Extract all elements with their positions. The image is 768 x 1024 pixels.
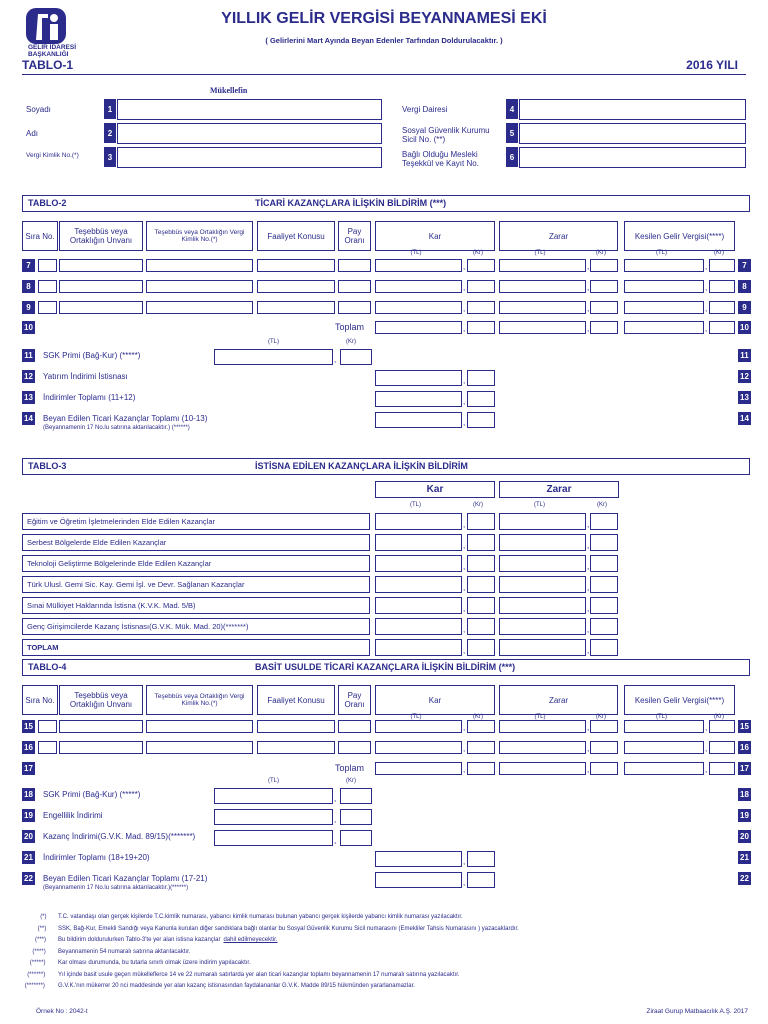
table4-total-zarar-kr-input[interactable] xyxy=(590,762,618,775)
table3-row-zarar-tl-input[interactable] xyxy=(499,618,586,635)
table1-label: TABLO-1 xyxy=(22,58,74,72)
table4-total-kesilen-tl-input[interactable] xyxy=(624,762,704,775)
table2-item-kar-comma: , xyxy=(463,376,466,385)
tax-office-input[interactable] xyxy=(519,99,746,120)
table4-sgk-kr-unit: (Kr) xyxy=(346,778,356,784)
table4-row-kar-tl-input[interactable] xyxy=(375,720,462,733)
table2-row-sira-input[interactable] xyxy=(38,280,57,293)
table2-title: TİCARİ KAZANÇLARA İLİŞKİN BİLDİRİM (***) xyxy=(255,198,447,208)
logo-line-1: GELİR İDARESİ xyxy=(28,44,77,51)
table3-row-zarar-comma: , xyxy=(587,541,590,550)
table2-item-num-right: 13 xyxy=(738,391,751,404)
table4-row-kar-kr-input[interactable] xyxy=(467,741,495,754)
table2-row-tesebbus-input[interactable] xyxy=(59,259,143,272)
table2-row-kar-comma: , xyxy=(463,262,466,271)
field-num-2: 2 xyxy=(104,123,116,143)
table4-item-num-right: 21 xyxy=(738,851,751,864)
table2-item-note: (Beyannamenin 17 No.lu satırına aktarılacaktır.) (******) xyxy=(43,425,190,431)
table2-row-tesebbus-input[interactable] xyxy=(59,301,143,314)
table3-total-zarar-tl-input[interactable] xyxy=(499,639,586,656)
table2-row-faaliyet-input[interactable] xyxy=(257,301,335,314)
table2-item-num-left: 14 xyxy=(22,412,35,425)
table2-sgk-kr-unit: (Kr) xyxy=(346,339,356,345)
field-num-1: 1 xyxy=(104,99,116,119)
table4-total-label: Toplam xyxy=(335,763,365,773)
table4-item-num-left: 22 xyxy=(22,872,35,885)
table2-total-zarar-comma: , xyxy=(587,324,590,333)
table3-title: İSTİSNA EDİLEN KAZANÇLARA İLİŞKİN BİLDİRİM xyxy=(255,461,468,471)
table2-row-kesilen-comma: , xyxy=(705,304,708,313)
table4-kr-unit: (Kr) xyxy=(714,714,724,720)
footnote-text: Yıl içinde basit usule geçen mükelleflerce 14 ve 22 numaralı satırlarda yer alan ticari kazançlar toplamı beyannamenin 17 numaralı satırına yazılacaktır. xyxy=(58,971,460,978)
page-subtitle: ( Gelirlerini Mart Ayında Beyan Edenler Tarfından Doldurulacaktır. ) xyxy=(265,36,503,45)
footnote-text: Bu bildirim doldurulurken Tablo-3'te yer alan istisna kazançlar dahil edilmeyecektir. xyxy=(58,937,278,943)
table3-row-kar-tl-input[interactable] xyxy=(375,597,462,614)
table4-total-kesilen-kr-input[interactable] xyxy=(709,762,735,775)
table4-col-tesebbus: Teşebbüs veya Ortaklığın Unvanı xyxy=(59,685,143,715)
table4-item-sgk-comma: , xyxy=(334,794,337,803)
table2-item-label: İndirimler Toplamı (11+12) xyxy=(43,393,136,402)
table3-row-kar-kr-input[interactable] xyxy=(467,513,495,530)
ssk-label: Sosyal Güvenlik Kurumu Sicil No. (**) xyxy=(402,126,490,144)
table2-row-num-left: 9 xyxy=(22,301,35,314)
table2-item-kar-kr-input[interactable] xyxy=(467,370,495,386)
table2-item-kar-tl-input[interactable] xyxy=(375,412,462,428)
table2-col-kar: Kar xyxy=(375,221,495,251)
table3-total-kar-tl-input[interactable] xyxy=(375,639,462,656)
table4-col-zarar: Zarar xyxy=(499,685,618,715)
table3-row-kar-tl-input[interactable] xyxy=(375,534,462,551)
table3-row-kar-comma: , xyxy=(463,520,466,529)
table4-sgk-tl-unit: (TL) xyxy=(268,778,279,784)
table2-item-num-right: 11 xyxy=(738,349,751,362)
table2-row-num-left: 8 xyxy=(22,280,35,293)
table2-total-zarar-kr-input[interactable] xyxy=(590,321,618,334)
table4-tl-unit: (TL) xyxy=(656,714,667,720)
table4-item-num-right: 19 xyxy=(738,809,751,822)
table2-total-num-right: 10 xyxy=(738,321,751,334)
table2-row-num-right: 9 xyxy=(738,301,751,314)
table2-row-kesilen-comma: , xyxy=(705,283,708,292)
table4-col-faaliyet: Faaliyet Konusu xyxy=(257,685,335,715)
table2-kr-unit: (Kr) xyxy=(473,250,483,256)
taxpayer-heading: Mükellefin xyxy=(210,86,248,95)
table2-tl-unit: (TL) xyxy=(410,250,422,256)
table3-row-label: Sınai Mülkiyet Haklarında İstisna (K.V.K. Mad. 5/B) xyxy=(27,601,196,610)
table4-item-sgk-tl-input[interactable] xyxy=(214,788,333,804)
table4-item-kar-tl-input[interactable] xyxy=(375,851,462,867)
table4-item-sgk-kr-input[interactable] xyxy=(340,830,372,846)
table2-total-kar-kr-input[interactable] xyxy=(467,321,495,334)
table3-row-label: Eğitim ve Öğretim İşletmelerinden Elde Edilen Kazançlar xyxy=(27,517,216,526)
table4-item-kar-comma: , xyxy=(463,878,466,887)
table3-row-kar-comma: , xyxy=(463,541,466,550)
table2-row-zarar-comma: , xyxy=(587,283,590,292)
table4-row-kar-tl-input[interactable] xyxy=(375,741,462,754)
logo-line-2: BAŞKANLIĞI xyxy=(28,51,69,58)
table4-col-kar: Kar xyxy=(375,685,495,715)
table4-item-label: Engellilik İndirimi xyxy=(43,811,103,820)
table4-row-kar-comma: , xyxy=(463,723,466,732)
table3-row-label: Genç Girişimcilerde Kazanç İstisnası(G.V.K. Mük. Mad. 20)(*******) xyxy=(27,622,249,631)
table4-total-num-left: 17 xyxy=(22,762,35,775)
table2-item-kar-kr-input[interactable] xyxy=(467,391,495,407)
table4-row-tesebbus-input[interactable] xyxy=(59,720,143,733)
footnote-mark: (***) xyxy=(35,937,47,943)
table2-label: TABLO-2 xyxy=(28,198,67,208)
table4-total-kesilen-comma: , xyxy=(705,765,708,774)
footnote-text: T.C. vatandaşı olan gerçek kişilerde T.C.kimlik numarası, yabancı kimlik numarası bulunan yabancı gerçek kişilerde yabancı kimlik numarası yazılacaktır. xyxy=(58,914,463,920)
footnote-text: Kar olması durumunda, bu tutarla sınırlı olmak üzere indirim yapılacaktır. xyxy=(58,960,251,966)
field-num-5: 5 xyxy=(506,123,518,143)
table2-row-num-left: 7 xyxy=(22,259,35,272)
table4-tl-unit: (TL) xyxy=(410,714,422,720)
table4-row-kesilen-comma: , xyxy=(705,744,708,753)
table2-row-sira-input[interactable] xyxy=(38,259,57,272)
table3-row-zarar-comma: , xyxy=(587,604,590,613)
table3-total-label: TOPLAM xyxy=(27,643,59,652)
table2-total-label: Toplam xyxy=(335,322,365,332)
table3-row-kar-kr-input[interactable] xyxy=(467,534,495,551)
table2-col-tesebbus: Teşebbüs veya Ortaklığın Unvanı xyxy=(59,221,143,251)
table4-item-sgk-kr-input[interactable] xyxy=(340,788,372,804)
table2-total-kesilen-kr-input[interactable] xyxy=(709,321,735,334)
page-title: YILLIK GELİR VERGİSİ BEYANNAMESİ EKİ xyxy=(221,10,547,27)
table2-row-kesilen-kr-input[interactable] xyxy=(709,280,735,293)
table2-row-zarar-tl-input[interactable] xyxy=(499,280,586,293)
table2-item-num-left: 12 xyxy=(22,370,35,383)
table3-row-zarar-tl-input[interactable] xyxy=(499,513,586,530)
year-label: 2016 YILI xyxy=(686,58,738,72)
table3-row-zarar-comma: , xyxy=(587,562,590,571)
table2-row-zarar-tl-input[interactable] xyxy=(499,301,586,314)
table4-item-num-right: 22 xyxy=(738,872,751,885)
table2-row-zarar-tl-input[interactable] xyxy=(499,259,586,272)
table4-item-sgk-tl-input[interactable] xyxy=(214,830,333,846)
table4-item-sgk-comma: , xyxy=(334,836,337,845)
table3-row-zarar-comma: , xyxy=(587,583,590,592)
table2-item-kar-tl-input[interactable] xyxy=(375,391,462,407)
table4-row-zarar-comma: , xyxy=(587,723,590,732)
table3-row-kar-comma: , xyxy=(463,625,466,634)
table2-item-sgk-kr-input[interactable] xyxy=(340,349,372,365)
table3-zarar-tl-unit: (TL) xyxy=(534,502,545,508)
table4-total-zarar-comma: , xyxy=(587,765,590,774)
table4-row-pay-input[interactable] xyxy=(338,720,371,733)
table4-row-num-right: 16 xyxy=(738,741,751,754)
table2-col-pay: Pay Oranı xyxy=(338,221,371,251)
table3-row-zarar-kr-input[interactable] xyxy=(590,618,618,635)
table3-row-zarar-kr-input[interactable] xyxy=(590,597,618,614)
table3-row-zarar-tl-input[interactable] xyxy=(499,576,586,593)
table2-row-tesebbus-input[interactable] xyxy=(59,280,143,293)
tax-office-label: Vergi Dairesi xyxy=(402,105,448,114)
table3-row-zarar-kr-input[interactable] xyxy=(590,534,618,551)
table3-row-label: Serbest Bölgelerde Elde Edilen Kazançlar xyxy=(27,538,167,547)
table4-total-kar-kr-input[interactable] xyxy=(467,762,495,775)
table4-row-vkn-input[interactable] xyxy=(146,720,253,733)
table4-item-label: İndirimler Toplamı (18+19+20) xyxy=(43,853,150,862)
table3-kar-kr-unit: (Kr) xyxy=(473,502,483,508)
table2-row-zarar-comma: , xyxy=(587,262,590,271)
table4-total-kar-comma: , xyxy=(463,765,466,774)
table3-zarar-header: Zarar xyxy=(499,481,619,498)
table4-row-faaliyet-input[interactable] xyxy=(257,720,335,733)
table2-row-kar-comma: , xyxy=(463,304,466,313)
table4-item-kar-kr-input[interactable] xyxy=(467,872,495,888)
table2-item-kar-tl-input[interactable] xyxy=(375,370,462,386)
table2-row-kar-kr-input[interactable] xyxy=(467,280,495,293)
table2-row-kesilen-kr-input[interactable] xyxy=(709,259,735,272)
table4-kr-unit: (Kr) xyxy=(473,714,483,720)
table2-total-num-left: 10 xyxy=(22,321,35,334)
table4-item-num-left: 21 xyxy=(22,851,35,864)
table3-row-zarar-comma: , xyxy=(587,625,590,634)
table4-item-num-left: 19 xyxy=(22,809,35,822)
ssk-input[interactable] xyxy=(519,123,746,144)
table2-row-kar-tl-input[interactable] xyxy=(375,280,462,293)
table2-row-zarar-kr-input[interactable] xyxy=(590,259,618,272)
footnote-mark: (****) xyxy=(32,948,46,955)
table2-row-vkn-input[interactable] xyxy=(146,280,253,293)
table4-item-sgk-tl-input[interactable] xyxy=(214,809,333,825)
table3-row-kar-kr-input[interactable] xyxy=(467,618,495,635)
table4-row-sira-input[interactable] xyxy=(38,741,57,754)
table3-zarar-kr-unit: (Kr) xyxy=(597,502,607,508)
table4-item-num-right: 18 xyxy=(738,788,751,801)
table2-row-num-right: 7 xyxy=(738,259,751,272)
table3-row-kar-comma: , xyxy=(463,604,466,613)
table3-total-zarar-comma: , xyxy=(587,646,590,655)
table4-row-vkn-input[interactable] xyxy=(146,741,253,754)
table3-kar-tl-unit: (TL) xyxy=(410,502,421,508)
table4-row-num-left: 15 xyxy=(22,720,35,733)
table2-item-label: Beyan Edilen Ticari Kazançlar Toplamı (10-13) xyxy=(43,414,208,423)
table2-row-kar-tl-input[interactable] xyxy=(375,301,462,314)
table4-row-sira-input[interactable] xyxy=(38,720,57,733)
table2-item-label: SGK Primi (Bağ-Kur) (*****) xyxy=(43,351,141,360)
table2-row-kar-comma: , xyxy=(463,283,466,292)
footnote-text: Beyannamenin 54 numaralı satırına aktarılacaktır. xyxy=(58,948,191,955)
footnote-text: G.V.K.'nın mükerrer 20 nci maddesinde yer alan kazanç istisnasından faydalananlar G.V.K. Madde 89/15 hükmünden yararlanamazlar. xyxy=(58,983,415,989)
table2-row-num-right: 8 xyxy=(738,280,751,293)
table2-tl-unit: (TL) xyxy=(656,250,667,256)
table4-row-faaliyet-input[interactable] xyxy=(257,741,335,754)
table3-row-zarar-tl-input[interactable] xyxy=(499,534,586,551)
table2-item-sgk-tl-input[interactable] xyxy=(214,349,333,365)
table4-total-zarar-tl-input[interactable] xyxy=(499,762,586,775)
table4-item-kar-kr-input[interactable] xyxy=(467,851,495,867)
table3-total-kar-kr-input[interactable] xyxy=(467,639,495,656)
table2-item-sgk-comma: , xyxy=(334,355,337,364)
footnote-mark: (**) xyxy=(37,925,47,932)
table4-col-pay: Pay Oranı xyxy=(338,685,371,715)
field-num-4: 4 xyxy=(506,99,518,119)
table2-row-vkn-input[interactable] xyxy=(146,301,253,314)
table3-row-kar-comma: , xyxy=(463,583,466,592)
table4-row-zarar-kr-input[interactable] xyxy=(590,741,618,754)
table4-row-kesilen-kr-input[interactable] xyxy=(709,720,735,733)
tax-id-input[interactable] xyxy=(117,147,382,168)
table4-item-kar-comma: , xyxy=(463,857,466,866)
professional-reg-input[interactable] xyxy=(519,147,746,168)
table3-row-kar-kr-input[interactable] xyxy=(467,555,495,572)
table4-title: BASİT USULDE TİCARİ KAZANÇLARA İLİŞKİN BİLDİRİM (***) xyxy=(255,662,516,672)
table4-kr-unit: (Kr) xyxy=(596,714,606,720)
surname-input[interactable] xyxy=(117,99,382,120)
table3-label: TABLO-3 xyxy=(28,461,67,471)
table2-total-kesilen-tl-input[interactable] xyxy=(624,321,704,334)
table2-kr-unit: (Kr) xyxy=(596,250,606,256)
table2-total-kesilen-comma: , xyxy=(705,324,708,333)
table2-row-kesilen-tl-input[interactable] xyxy=(624,301,704,314)
table2-kr-unit: (Kr) xyxy=(714,250,724,256)
table4-tl-unit: (TL) xyxy=(534,714,546,720)
table2-row-faaliyet-input[interactable] xyxy=(257,259,335,272)
table2-row-kesilen-tl-input[interactable] xyxy=(624,259,704,272)
footnote-mark: (*******) xyxy=(24,983,45,989)
table4-row-num-right: 15 xyxy=(738,720,751,733)
table2-row-zarar-kr-input[interactable] xyxy=(590,301,618,314)
table4-row-zarar-kr-input[interactable] xyxy=(590,720,618,733)
table3-row-zarar-comma: , xyxy=(587,520,590,529)
table4-label: TABLO-4 xyxy=(28,662,67,672)
table4-row-kesilen-tl-input[interactable] xyxy=(624,720,704,733)
field-num-6: 6 xyxy=(506,147,518,167)
table3-row-kar-tl-input[interactable] xyxy=(375,618,462,635)
table3-row-kar-tl-input[interactable] xyxy=(375,576,462,593)
table3-row-label: Teknoloji Geliştirme Bölgelerinde Elde Edilen Kazançlar xyxy=(27,559,212,568)
table3-row-label: Türk Ulusl. Gemi Sic. Kay. Gemi İşl. ve Devr. Sağlanan Kazançlar xyxy=(27,580,245,589)
table2-col-sira: Sıra No. xyxy=(22,221,58,251)
table3-row-kar-comma: , xyxy=(463,562,466,571)
table2-col-vkn: Teşebbüs veya Ortaklığın Vergi Kimlik No.(*) xyxy=(146,221,253,251)
divider xyxy=(22,74,746,75)
footer-printer: Ziraat Gurup Matbaacılık A.Ş. 2017 xyxy=(646,1008,748,1015)
table4-row-num-left: 16 xyxy=(22,741,35,754)
field-num-3: 3 xyxy=(104,147,116,167)
table2-row-pay-input[interactable] xyxy=(338,259,371,272)
table2-tl-unit: (TL) xyxy=(534,250,546,256)
footnote-text: SSK, Bağ-Kur, Emekli Sandığı veya Kanunla kurulan diğer sandıklara bağlı olanlar bu Sosyal Güvenlik Kurumu Sicil numarasını (Emekliler Tahsis Numarasını ) yazacaklardır. xyxy=(58,925,519,932)
name-label: Adı xyxy=(26,129,39,138)
table3-row-zarar-kr-input[interactable] xyxy=(590,576,618,593)
table4-item-sgk-comma: , xyxy=(334,815,337,824)
table2-col-kesilen: Kesilen Gelir Vergisi(****) xyxy=(624,221,735,251)
table4-row-kar-kr-input[interactable] xyxy=(467,720,495,733)
table2-row-kesilen-tl-input[interactable] xyxy=(624,280,704,293)
table3-kar-header: Kar xyxy=(375,481,495,498)
footnote-underline: dahil edilmeyecektir. xyxy=(223,937,278,943)
table2-col-faaliyet: Faaliyet Konusu xyxy=(257,221,335,251)
table4-item-label: Beyan Edilen Ticari Kazançlar Toplamı (17-21) xyxy=(43,874,208,883)
table2-col-zarar: Zarar xyxy=(499,221,618,251)
table3-row-kar-tl-input[interactable] xyxy=(375,555,462,572)
table2-item-num-left: 11 xyxy=(22,349,35,362)
table4-col-vkn: Teşebbüs veya Ortaklığın Vergi Kimlik No.(*) xyxy=(146,685,253,715)
table2-sgk-tl-unit: (TL) xyxy=(268,339,279,345)
table2-total-zarar-tl-input[interactable] xyxy=(499,321,586,334)
table2-total-kar-comma: , xyxy=(463,324,466,333)
table2-row-kar-tl-input[interactable] xyxy=(375,259,462,272)
table3-row-kar-tl-input[interactable] xyxy=(375,513,462,530)
table2-row-sira-input[interactable] xyxy=(38,301,57,314)
table4-item-num-left: 18 xyxy=(22,788,35,801)
table3-row-zarar-kr-input[interactable] xyxy=(590,513,618,530)
name-input[interactable] xyxy=(117,123,382,144)
table4-item-sgk-kr-input[interactable] xyxy=(340,809,372,825)
footnote-mark: (******) xyxy=(27,971,46,978)
table3-total-kar-comma: , xyxy=(463,646,466,655)
table2-row-kar-kr-input[interactable] xyxy=(467,301,495,314)
table3-row-zarar-kr-input[interactable] xyxy=(590,555,618,572)
table2-row-pay-input[interactable] xyxy=(338,280,371,293)
table4-item-num-right: 20 xyxy=(738,830,751,843)
table4-row-zarar-tl-input[interactable] xyxy=(499,720,586,733)
table4-item-num-left: 20 xyxy=(22,830,35,843)
table4-row-pay-input[interactable] xyxy=(338,741,371,754)
table4-col-sira: Sıra No. xyxy=(22,685,58,715)
table4-item-label: Kazanç İndirimi(G.V.K. Mad. 89/15)(*******) xyxy=(43,832,196,841)
table4-total-kar-tl-input[interactable] xyxy=(375,762,462,775)
table3-row-kar-kr-input[interactable] xyxy=(467,576,495,593)
footer-sample-no: Örnek No : 2042-t xyxy=(36,1008,88,1015)
footnote-mark: (*) xyxy=(40,914,47,920)
professional-reg-label: Bağlı Olduğu Mesleki Teşekkül ve Kayıt No. xyxy=(402,150,479,168)
table2-row-kar-kr-input[interactable] xyxy=(467,259,495,272)
table4-item-note: (Beyannamenin 17 No.lu satırına aktarılacaktır.)(******) xyxy=(43,885,189,891)
table4-row-kesilen-tl-input[interactable] xyxy=(624,741,704,754)
table2-item-kar-comma: , xyxy=(463,397,466,406)
table4-row-kar-comma: , xyxy=(463,744,466,753)
table3-row-zarar-tl-input[interactable] xyxy=(499,597,586,614)
table2-item-num-right: 14 xyxy=(738,412,751,425)
table2-row-kesilen-comma: , xyxy=(705,262,708,271)
table2-row-zarar-kr-input[interactable] xyxy=(590,280,618,293)
table2-item-label: Yatırım İndirimi İstisnası xyxy=(43,372,128,381)
table2-item-num-right: 12 xyxy=(738,370,751,383)
table4-item-kar-tl-input[interactable] xyxy=(375,872,462,888)
table3-total-zarar-kr-input[interactable] xyxy=(590,639,618,656)
table2-total-kar-tl-input[interactable] xyxy=(375,321,462,334)
table2-row-zarar-comma: , xyxy=(587,304,590,313)
table3-row-zarar-tl-input[interactable] xyxy=(499,555,586,572)
table4-row-kesilen-kr-input[interactable] xyxy=(709,741,735,754)
table4-item-label: SGK Primi (Bağ-Kur) (*****) xyxy=(43,790,141,799)
table3-row-kar-kr-input[interactable] xyxy=(467,597,495,614)
table4-row-tesebbus-input[interactable] xyxy=(59,741,143,754)
table2-item-kar-comma: , xyxy=(463,418,466,427)
table2-item-num-left: 13 xyxy=(22,391,35,404)
surname-label: Soyadı xyxy=(26,105,51,114)
table2-row-kesilen-kr-input[interactable] xyxy=(709,301,735,314)
table2-item-kar-kr-input[interactable] xyxy=(467,412,495,428)
table2-row-faaliyet-input[interactable] xyxy=(257,280,335,293)
table4-col-kesilen: Kesilen Gelir Vergisi(****) xyxy=(624,685,735,715)
table4-row-zarar-comma: , xyxy=(587,744,590,753)
table4-row-zarar-tl-input[interactable] xyxy=(499,741,586,754)
table3-total-cell xyxy=(22,639,370,656)
tax-id-label: Vergi Kimlik No.(*) xyxy=(26,152,79,159)
table4-total-num-right: 17 xyxy=(738,762,751,775)
footnote-mark: (*****) xyxy=(29,960,46,966)
table4-row-kesilen-comma: , xyxy=(705,723,708,732)
table2-row-vkn-input[interactable] xyxy=(146,259,253,272)
table2-row-pay-input[interactable] xyxy=(338,301,371,314)
